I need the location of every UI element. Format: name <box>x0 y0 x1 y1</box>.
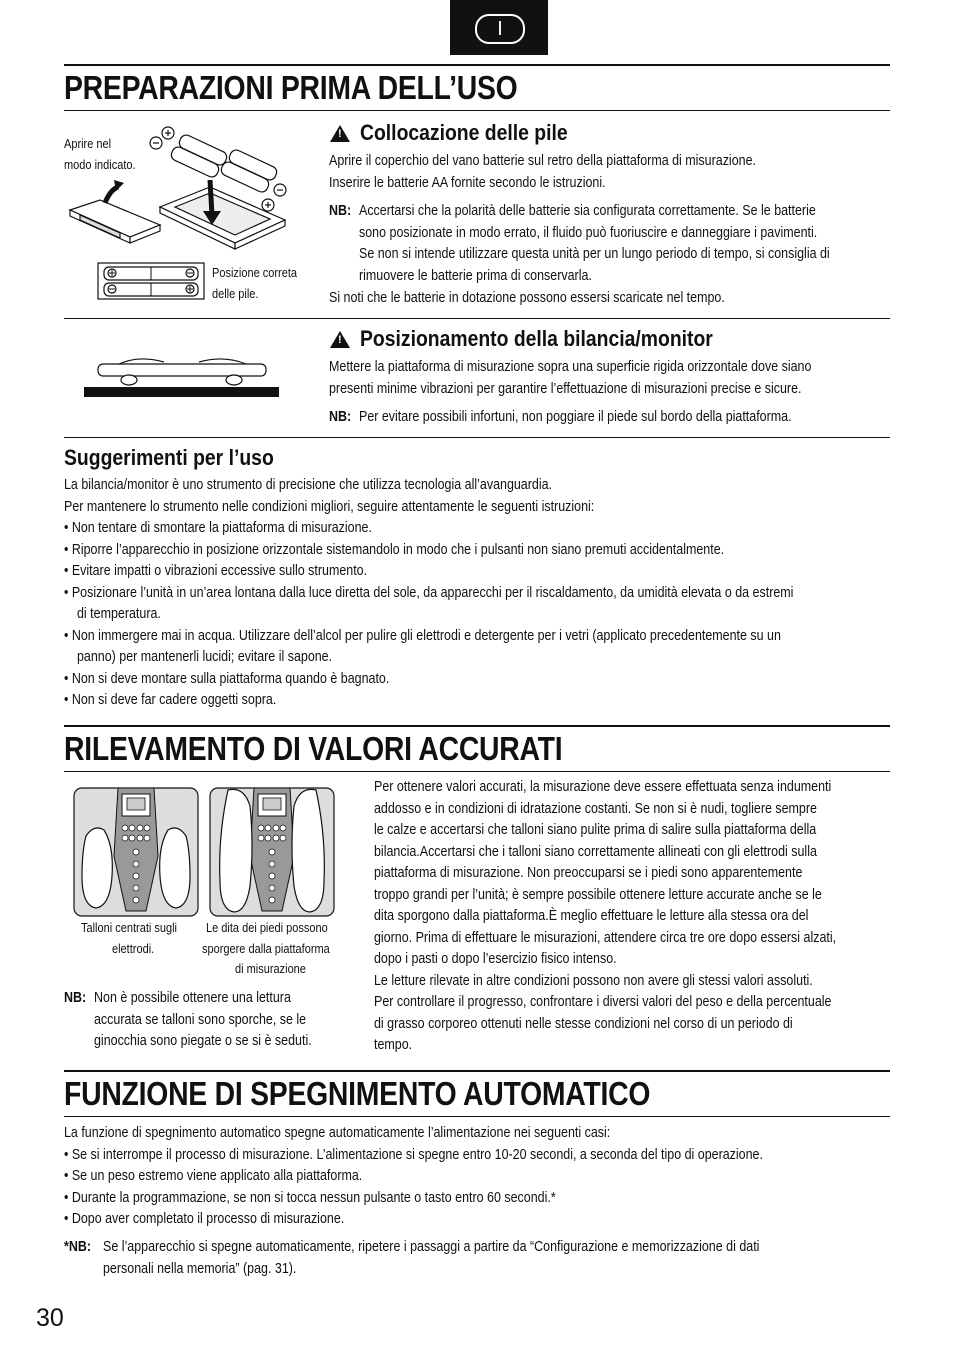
heading-tips: Suggerimenti per l’uso <box>64 445 274 470</box>
caption-heels-centered: Talloni centrati sugli elettrodi. <box>81 921 178 956</box>
list-item: • Riporre l’apparecchio in posizione orizzontale sistemandolo in modo che i pulsanti non siano premuti accidentalmente. <box>64 541 725 558</box>
heading-battery: !Collocazione delle pile <box>330 120 596 146</box>
battery-text: Aprire il coperchio del vano batterie sul retro della piattaforma di misurazione. Inserire le batterie AA fornite secondo le istruzioni. <box>329 153 756 191</box>
list-item: • Se si interrompe il processo di misurazione. L’alimentazione si spegne entro 10-20 secondi, a seconda del tipo di operazione. <box>64 1146 763 1163</box>
list-item: • Dopo aver completato il processo di misurazione. <box>64 1211 345 1227</box>
language-tab <box>450 0 548 55</box>
list-item: • Durante la programmazione, se non si tocca nessun pulsante o tasto entro 60 secondi.* <box>64 1189 556 1206</box>
section-title-auto-off: FUNZIONE DI SPEGNIMENTO AUTOMATICO <box>64 1070 890 1117</box>
list-item: • Posizionare l’unità in un’area lontana dalla luce diretta del sole, da apparecchi per il riscaldamento, da umidità elevata o da estremi di temperatura. <box>64 584 794 622</box>
list-item: • Non immergere mai in acqua. Utilizzare dell’alcol per pulire gli elettrodi e detergente per i vetri (applicato precedentemente su un panno) per mantenerli lucidi; evitare il sapone. <box>64 627 781 665</box>
battery-fig-caption-bottom: Posizione correta delle pile. <box>212 266 297 301</box>
heading-positioning: !Posizionamento della bilancia/monitor <box>330 326 761 352</box>
divider <box>64 318 890 319</box>
list-item: • Non si deve montare sulla piattaforma quando è bagnato. <box>64 670 390 687</box>
list-item: • Se un peso estremo viene applicato alla piattaforma. <box>64 1168 363 1184</box>
caption-toes-overhang: Le dita dei piedi possono sporgere dalla piattaforma di misurazione <box>202 921 331 976</box>
positioning-nb: NB: Per evitare possibili infortuni, non poggiare il piede sul bordo della piattaforma. <box>329 409 792 425</box>
section-title-accurate-values: RILEVAMENTO DI VALORI ACCURATI <box>64 725 890 772</box>
section-title-preparation: PREPARAZIONI PRIMA DELL’USO <box>64 64 890 111</box>
feet-position-illustration <box>72 786 342 918</box>
warning-icon <box>330 125 350 142</box>
list-item: • Non tentare di smontare la piattaforma di misurazione. <box>64 520 372 536</box>
divider <box>64 437 890 438</box>
list-item: • Evitare impatti o vibrazioni eccessive sullo strumento. <box>64 563 368 579</box>
battery-note: Si noti che le batterie in dotazione possono essersi scaricate nel tempo. <box>329 290 725 306</box>
scale-side-illustration <box>84 352 279 402</box>
battery-fig-caption-top: Aprire nel modo indicato. <box>64 137 136 172</box>
list-item: • Non si deve far cadere oggetti sopra. <box>64 692 277 708</box>
accurate-values-body: Per ottenere valori accurati, la misurazione deve essere effettuata senza indumenti addosso e in condizioni di idratazione costanti. Se non si è nudi, togliere sempre le calze e accertarsi che talloni siano pulite prima di salire sulla piattaforma della bilancia.Accertarsi che i talloni siano correttamente allineati con gli elettrodi sulla piattaforma di misurazione. Non preoccuparsi se i piedi sono apparentemente troppo grandi per l’unità; è sempre possibile ottenere letture accurate anche se le dita sporgono dalla piattaforma.È meglio effettuare le letture alla stessa ora del giorno. Prima di effettuare le misurazioni, attendere circa tre ore dopo essersi alzati, dopo i pasti o dopo l’esercizio fisico intenso. Le letture rilevate in altre condizioni possono non avere gli stessi valori assoluti. Per controllare il progresso, confrontare i diversi valori del peso e della percentuale di grasso corporeo ottenuti nelle stesse condizioni nel corso di un periodo di tempo. <box>374 779 837 1053</box>
warning-icon <box>330 331 350 348</box>
auto-off-content: La funzione di spegnimento automatico spegne automaticamente l’alimentazione nei seguenti casi: • Se si interrompe il processo di misurazione. L’alimentazione si spegne entro 10-20 secondi, a seconda del tipo di operazione. • Se un peso estremo viene applicato alla piattaforma. • Durante la programmazione, se non si tocca nessun pulsante o tasto entro 60 secondi.* • Dopo aver completato il processo di misurazione. <box>64 1123 894 1231</box>
language-tab-label: I <box>475 14 525 44</box>
positioning-text: Mettere la piattaforma di misurazione sopra una superficie rigida orizzontale dove siano presenti minime vibrazioni per garantire l’effettuazione di misurazioni precise e sicure. <box>329 359 812 397</box>
page-number: 30 <box>36 1304 64 1332</box>
tips-content: La bilancia/monitor è uno strumento di precisione che utilizza tecnologia all’avanguardia. Per mantenere lo strumento nelle condizioni migliori, seguire attentamente le seguenti istruzioni: • Non tentare di smontare la piattaforma di misurazione. • Riporre l’apparecchio in posizione orizzontale sistemandolo in modo che i pulsanti non siano premuti accidentalmente. • Evitare impatti o vibrazioni eccessive sullo strumento. • Posizionare l’unità in un’area lontana dalla luce diretta del sole, da apparecchi per il riscaldamento, da umidità elevata o da estremi di temperatura. • Non immergere mai in acqua. Utilizzare dell’alcol per pulire gli elettrodi e detergente per i vetri (applicato precedentemente su un panno) per mantenerli lucidi; evitare il sapone. • Non si deve montare sulla piattaforma quando è bagnato. • Non si deve far cadere oggetti sopra. <box>64 475 894 712</box>
